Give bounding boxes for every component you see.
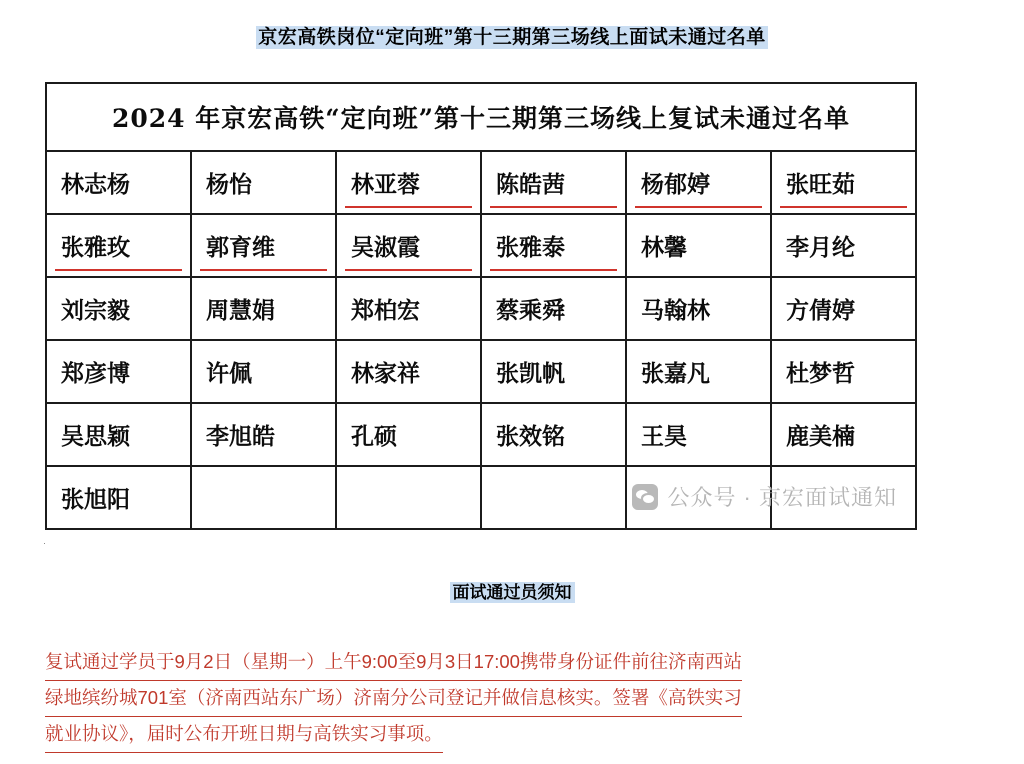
- name-cell: 杨郁婷: [626, 151, 771, 214]
- name-cell: 李月纶: [771, 214, 916, 277]
- name-cell: 张雅玫: [46, 214, 191, 277]
- name-cell: 林亚蓉: [336, 151, 481, 214]
- name-cell: 王昊: [626, 403, 771, 466]
- name-cell: 马翰林: [626, 277, 771, 340]
- table-row: [46, 403, 916, 466]
- table-row: [46, 151, 916, 214]
- section-subtitle: [0, 578, 1024, 603]
- name-cell: 鹿美楠: [771, 403, 916, 466]
- name-cell: 吴思颖: [46, 403, 191, 466]
- name-cell: 吴淑霞: [336, 214, 481, 277]
- page-title: [0, 22, 1024, 49]
- name-cell: 郭育维: [191, 214, 336, 277]
- name-cell-empty: [771, 466, 916, 529]
- name-cell: 张雅泰: [481, 214, 626, 277]
- name-cell: 杜梦哲: [771, 340, 916, 403]
- name-cell: 许佩: [191, 340, 336, 403]
- table-row: [46, 466, 916, 529]
- name-cell: 张凯帆: [481, 340, 626, 403]
- name-cell: 刘宗毅: [46, 277, 191, 340]
- name-cell: 杨怡: [191, 151, 336, 214]
- name-cell: 郑彦博: [46, 340, 191, 403]
- notice-line: 绿地缤纷城701室（济南西站东广场）济南分公司登记并做信息核实。签署《高铁实习: [45, 681, 742, 717]
- name-cell: 张旺茹: [771, 151, 916, 214]
- namelist-table: [45, 82, 917, 530]
- page-title-text: 京宏高铁岗位“定向班”第十三期第三场线上面试未通过名单: [258, 27, 766, 48]
- namelist-table-container: [45, 82, 917, 530]
- table-row: [46, 277, 916, 340]
- name-cell-empty: [626, 466, 771, 529]
- name-cell: 郑柏宏: [336, 277, 481, 340]
- notice-line: 就业协议》，届时公布开班日期与高铁实习事项。: [45, 717, 443, 753]
- stray-mark: ·: [43, 538, 46, 548]
- name-cell-empty: [481, 466, 626, 529]
- name-cell: 陈皓茜: [481, 151, 626, 214]
- notice-line: 复试通过学员于9月2日（星期一）上午9:00至9月3日17:00携带身份证件前往济南西站: [45, 645, 742, 681]
- table-row: [46, 340, 916, 403]
- notice-block: [45, 645, 940, 753]
- name-cell: 周慧娟: [191, 277, 336, 340]
- name-cell-empty: [336, 466, 481, 529]
- table-row: [46, 214, 916, 277]
- name-cell-empty: [191, 466, 336, 529]
- name-cell: 蔡乘舜: [481, 277, 626, 340]
- name-cell: 林志杨: [46, 151, 191, 214]
- namelist-table-body: [46, 83, 916, 529]
- name-cell: 林家祥: [336, 340, 481, 403]
- name-cell: 林馨: [626, 214, 771, 277]
- watermark-text: 公众号 · 京宏面试通知: [667, 485, 897, 510]
- section-subtitle-text: 面试通过员须知: [450, 582, 575, 603]
- name-cell: 李旭皓: [191, 403, 336, 466]
- name-cell: 方倩婷: [771, 277, 916, 340]
- name-cell: 张效铭: [481, 403, 626, 466]
- name-cell: 张旭阳: [46, 466, 191, 529]
- table-header-title: 2024 年京宏高铁“定向班”第十三期第三场线上复试未通过名单: [46, 83, 916, 151]
- name-cell: 孔硕: [336, 403, 481, 466]
- name-cell: 张嘉凡: [626, 340, 771, 403]
- table-header-row: [46, 83, 916, 151]
